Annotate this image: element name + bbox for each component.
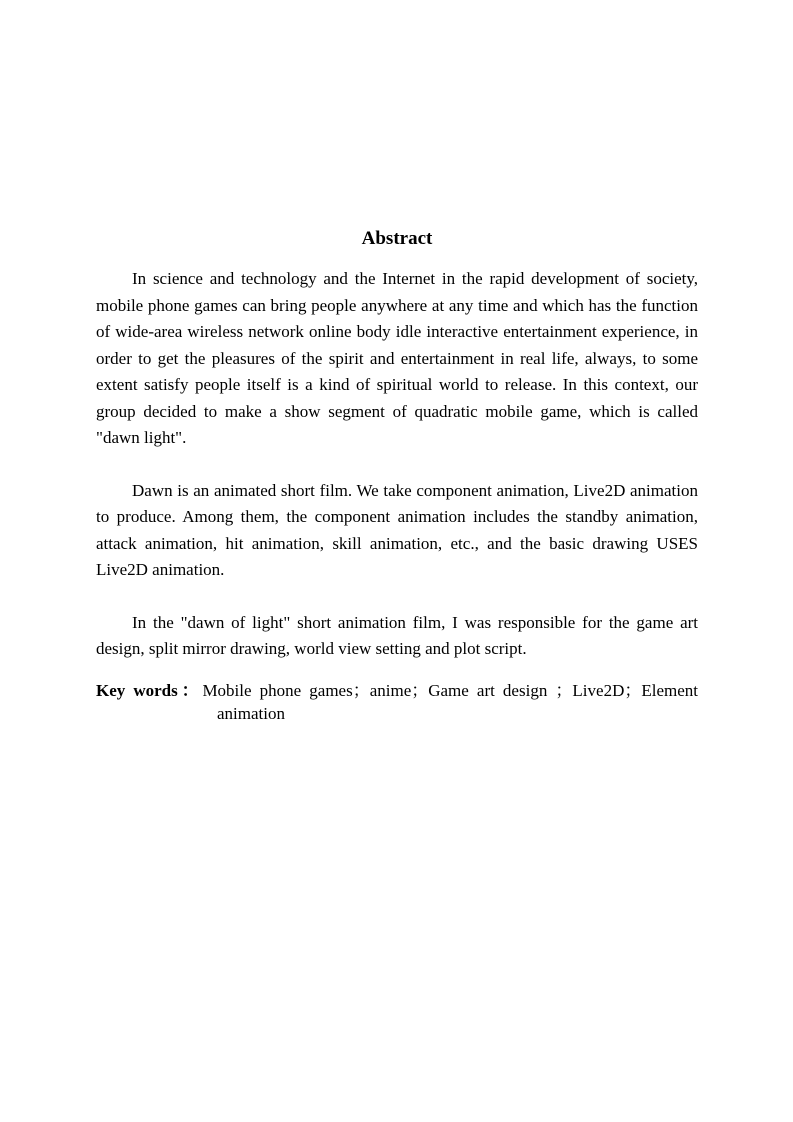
- abstract-paragraph-2: Dawn is an animated short film. We take component animation, Live2D animation to produce. Among them, the component animation includes the standby animation, attack animation, hit animation, skill animation, etc., and the basic drawing USES Live2D animation.: [96, 480, 698, 579]
- paragraph-spacer: [96, 452, 698, 478]
- paragraph-spacer: [96, 584, 698, 610]
- keywords-label: Key words：: [96, 680, 203, 700]
- abstract-page: [96, 226, 698, 725]
- abstract-title: Abstract: [361, 228, 433, 249]
- abstract-paragraph-1: In science and technology and the Internet in the rapid development of society, mobile phone games can bring people anywhere at any time and which has the function of wide-area wireless network online body idle interactive entertainment experience, in order to get the pleasures of the spirit and entertainment in real life, always, to some extent satisfy people itself is a kind of spiritual world to release. In this context, our group decided to make a show segment of quadratic mobile game, which is called "dawn light".: [96, 269, 698, 447]
- keywords-text: Mobile phone games；anime；Game art design ；Live2D；Element animation: [202, 680, 698, 723]
- keywords-line: [96, 679, 698, 725]
- abstract-paragraph-3: In the "dawn of light" short animation film, I was responsible for the game art design, split mirror drawing, world view setting and plot script.: [96, 612, 698, 658]
